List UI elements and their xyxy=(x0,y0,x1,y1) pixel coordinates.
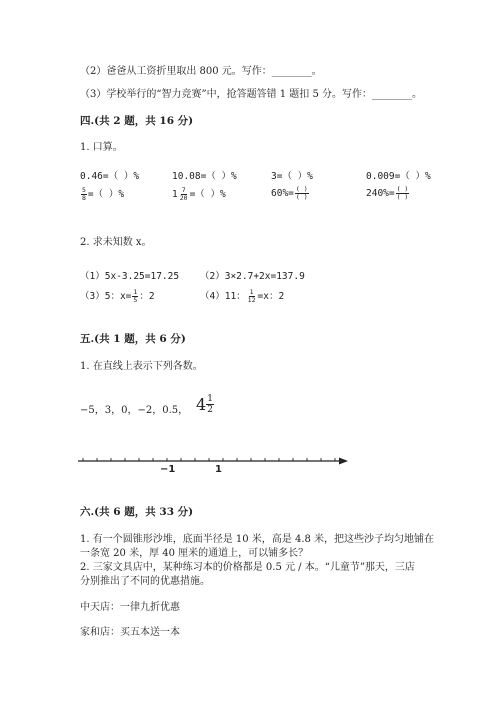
section-6-q1-line2: 一条宽 20 米，厚 40 厘米的通道上，可以铺多长？ xyxy=(80,548,309,559)
section-4-title: 四.(共 2 题，共 16 分) xyxy=(80,115,194,127)
equation-2: （2）3×2.7+2x=137.9 xyxy=(200,271,305,282)
oral-calc-6: 1 $\frac{7}{20}$ =（ ）% xyxy=(172,186,226,202)
oral-calc-2: 10.08=（ ）% xyxy=(172,171,237,182)
section-6-title: 六.(共 6 题，共 33 分) xyxy=(80,506,194,518)
store-zhongtian: 中天店：一律九折优惠 xyxy=(80,602,180,613)
fraction: $\frac{( )}{( )}$ xyxy=(295,185,308,201)
oral-calc-4: 0.009=（ ）% xyxy=(366,171,431,182)
equation-1: （1）5x-3.25=17.25 xyxy=(80,271,180,282)
fraction: $\frac{1}{12}$ xyxy=(247,288,256,304)
oral-calc-5: $\frac{5}{8}$ =（ ）% xyxy=(82,186,125,202)
oral-calc-8: 240%= $\frac{( )}{( )}$ xyxy=(366,185,409,201)
section-6-q1-line1: 1. 有一个圆锥形沙堆，底面半径是 10 米，高是 4.8 米，把这些沙子均匀地铺在 xyxy=(80,534,435,545)
question-3-2: （2）爸爸从工资折里取出 800 元。写作：________。 xyxy=(80,66,322,77)
section-5-title: 五.(共 1 题，共 6 分) xyxy=(80,333,186,345)
store-jiahe: 家和店：买五本送一本 xyxy=(80,627,180,638)
fraction: $\frac{5}{8}$ xyxy=(82,186,86,202)
mixed-number: 4 $\frac{1}{2}$ xyxy=(196,394,213,415)
fraction: $\frac{( )}{( )}$ xyxy=(396,185,409,201)
axis-label-1: 1 xyxy=(215,464,222,475)
section-4-q2-label: 2. 求未知数 x。 xyxy=(80,237,152,248)
section-6-q2-line1: 2. 三家文具店中，某种练习本的价格都是 0.5 元 / 本。“儿童节”那天，三店 xyxy=(80,562,415,573)
oral-calc-1: 0.46=（ ）% xyxy=(80,171,140,182)
equation-3: （3）5：x= $\frac{1}{5}$ ：2 xyxy=(80,288,155,304)
section-5-q1-label: 1. 在直线上表示下列各数。 xyxy=(80,361,203,372)
section-6-q2-line2: 分别推出了不同的优惠措施。 xyxy=(80,576,210,587)
oral-calc-7: 60%= $\frac{( )}{( )}$ xyxy=(271,185,308,201)
fraction: $\frac{1}{2}$ xyxy=(207,394,213,415)
oral-calc-3: 3=（ ）% xyxy=(271,171,313,182)
axis-label-neg1: −1 xyxy=(160,464,176,475)
equation-4: （4）11： $\frac{1}{12}$ =x：2 xyxy=(200,288,285,304)
fraction: $\frac{7}{20}$ xyxy=(179,186,188,202)
question-3-3: （3）学校举行的“智力竞赛”中，抢答题答错 1 题扣 5 分。写作：________。 xyxy=(80,89,423,100)
fraction: $\frac{1}{5}$ xyxy=(133,288,138,304)
numbers-to-plot: −5，3，0，−2，0.5， xyxy=(80,405,189,416)
section-4-q1-label: 1. 口算。 xyxy=(80,142,123,153)
